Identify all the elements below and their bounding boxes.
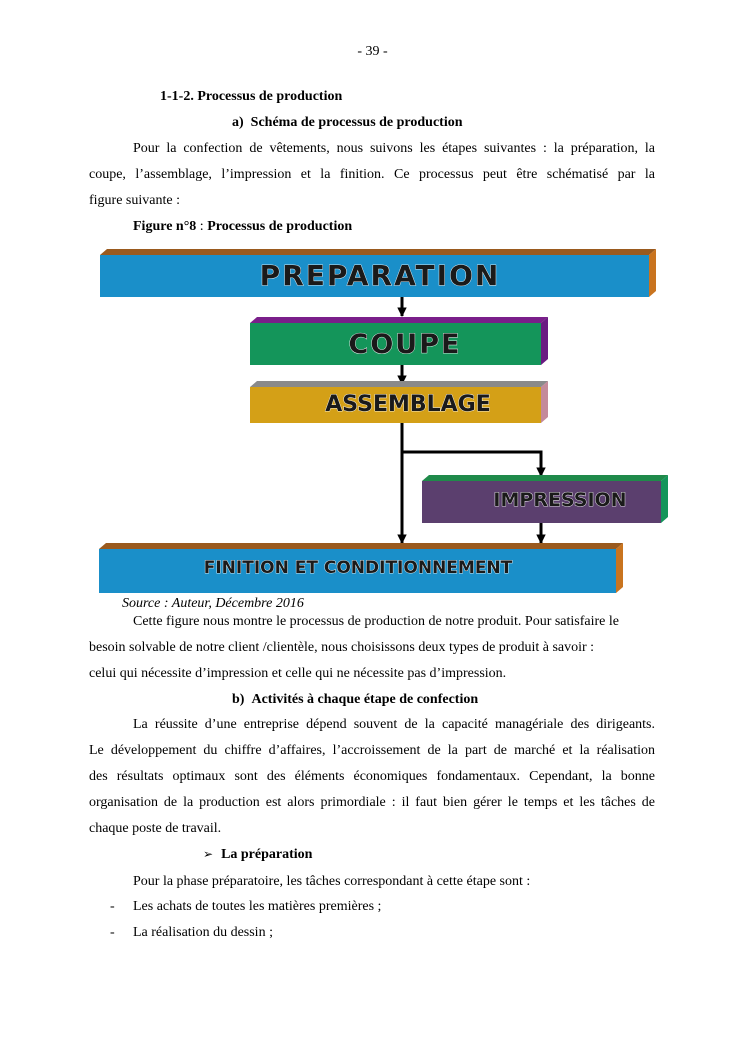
box-preparation-label: PREPARATION (259, 259, 501, 292)
box-finition (99, 543, 623, 593)
list-item (110, 925, 115, 941)
figure-caption-label: Figure n°8 (133, 219, 197, 234)
box-coupe-label: COUPE (348, 329, 462, 360)
subheading-b (232, 692, 478, 708)
box-preparation (100, 249, 656, 297)
page-number: - 39 - (357, 44, 388, 59)
list-dash: - (110, 899, 115, 914)
comment-line-2: besoin solvable de notre client /clientèle, nous choisissons deux types de produit à savoir : (89, 640, 595, 655)
activities-line-4: organisation de la production est alors primordiale : il faut bien gérer le temps et les tâches de (89, 795, 655, 810)
figure-caption-title: Processus de production (207, 219, 353, 234)
list-item-text: Les achats de toutes les matières premières ; (133, 899, 382, 914)
comment-line-3: celui qui nécessite d’impression et celle qui ne nécessite pas d’impression. (89, 666, 507, 681)
list-item-text: La réalisation du dessin ; (133, 925, 273, 940)
list-dash: - (110, 925, 115, 940)
intro-line-3: figure suivante : (89, 193, 180, 208)
arrow-assemblage-impression (402, 452, 541, 476)
preparation-heading (203, 847, 312, 863)
box-assemblage-label: ASSEMBLAGE (325, 392, 491, 417)
section-heading: 1-1-2. Processus de production (160, 89, 343, 104)
box-impression-label: IMPRESSION (493, 489, 627, 511)
preparation-intro: Pour la phase préparatoire, les tâches correspondant à cette étape sont : (133, 874, 531, 889)
subheading-a-text: Schéma de processus de production (250, 115, 463, 130)
preparation-heading-text: La préparation (221, 847, 313, 862)
box-finition-label: FINITION ET CONDITIONNEMENT (203, 558, 513, 578)
box-coupe (250, 317, 548, 365)
arrow-bullet-icon: ➢ (203, 847, 214, 861)
activities-line-2: Le développement du chiffre d’affaires, l’accroissement de la part de marché et la réalisation (89, 743, 655, 758)
intro-line-2: coupe, l’assemblage, l’impression et la finition. Ce processus peut être schématisé par la (89, 167, 655, 182)
activities-line-5: chaque poste de travail. (89, 821, 222, 836)
list-item (110, 899, 115, 915)
subheading-b-marker: b) (232, 692, 245, 707)
figure-source: Source : Auteur, Décembre 2016 (122, 596, 304, 611)
subheading-b-text: Activités à chaque étape de confection (251, 692, 479, 707)
subheading-a-marker: a) (232, 115, 244, 130)
box-impression (422, 475, 668, 523)
comment-line-1: Cette figure nous montre le processus de production de notre produit. Pour satisfaire le (133, 614, 619, 629)
activities-line-3: des résultats optimaux sont des éléments économiques fondamentaux. Cependant, la bonne (89, 769, 655, 784)
activities-line-1: La réussite d’une entreprise dépend souvent de la capacité managériale des dirigeants. (133, 717, 655, 732)
box-assemblage (250, 381, 548, 423)
intro-line-1: Pour la confection de vêtements, nous suivons les étapes suivantes : la préparation, la (133, 141, 655, 156)
figure-caption-separator: : (196, 219, 208, 234)
